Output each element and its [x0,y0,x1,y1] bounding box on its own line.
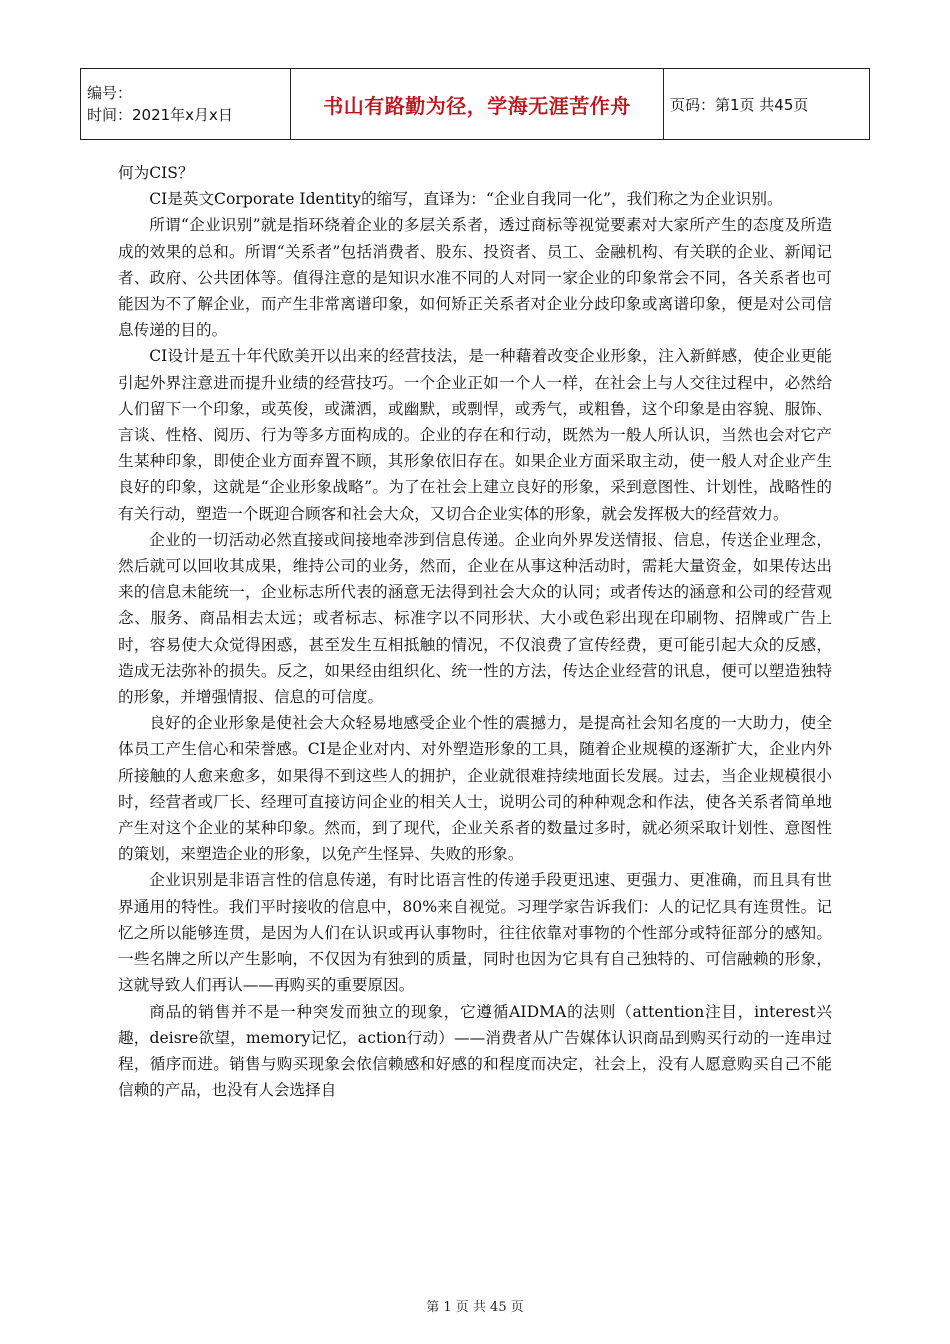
header-page-info: 页码：第1页 共45页 [664,69,870,140]
body-paragraph: 良好的企业形象是使社会大众轻易地感受企业个性的震撼力，是提高社会知名度的一大助力，使全体员工产生信心和荣誉感。CI是企业对内、对外塑造形象的工具，随着企业规模的逐渐扩大，企业内外所接触的人愈来愈多，如果得不到这些人的拥护，企业就很难持续地面长发展。过去，当企业规模很小时，经营者或厂长、经理可直接访问企业的相关人士，说明公司的种种观念和作法，使各关系者简单地产生对这个企业的某种印象。然而，到了现代，企业关系者的数量过多时，就必须采取计划性、意图性的策划，来塑造企业的形象，以免产生怪异、失败的形象。 [118,714,832,864]
body-paragraph: 所谓“企业识别”就是指环绕着企业的多层关系者，透过商标等视觉要素对大家所产生的态度及所造成的效果的总和。所谓“关系者”包括消费者、股东、投资者、员工、金融机构、有关联的企业、新闻记者、政府、公共团体等。值得注意的是知识水准不同的人对同一家企业的印象常会不同，各关系者也可能因为不了解企业，而产生非常离谱印象，如何矫正关系者对企业分歧印象或离谱印象，便是对公司信息传递的目的。 [118,216,832,340]
body-paragraph: CI是英文Corporate Identity的缩写，直译为：“企业自我同一化”，我们称之为企业识别。 [149,190,783,209]
document-number-label: 编号： [87,84,133,102]
body-paragraph: CI设计是五十年代欧美开以出来的经营技法，是一种藉着改变企业形象，注入新鲜感，使企业更能引起外界注意进而提升业绩的经营技巧。一个企业正如一个人一样，在社会上与人交往过程中，必然给人们留下一个印象，或英俊，或潇洒，或幽默，或剽悍，或秀气，或粗鲁，这个印象是由容貌、服饰、言谈、性格、阅历、行为等多方面构成的。企业的存在和行动，既然为一般人所认识，当然也会对它产生某种印象，即使企业方面弃置不顾，其形象依旧存在。如果企业方面采取主动，使一般人对企业产生良好的印象，这就是“企业形象战略”。为了在社会上建立良好的形象，采到意图性、计划性，战略性的有关行动，塑造一个既迎合顾客和社会大众，又切合企业实体的形象，就会发挥极大的经营效力。 [118,347,832,523]
body-paragraph: 企业的一切活动必然直接或间接地牵涉到信息传递。企业向外界发送情报、信息，传送企业理念，然后就可以回收其成果，维持公司的业务，然而，企业在从事这种活动时，需耗大量资金，如果传达出来的信息未能统一，企业标志所代表的涵意无法得到社会大众的认同；或者传达的涵意和公司的经营观念、服务、商品相去太远；或者标志、标准字以不同形状、大小或色彩出现在印刷物、招牌或广告上时，容易使大众觉得困惑，甚至发生互相抵触的情况，不仅浪费了宣传经费，更可能引起大众的反感，造成无法弥补的损失。反之，如果经由组织化、统一性的方法，传达企业经营的讯息，便可以塑造独特的形象，并增强情报、信息的可信度。 [118,530,832,707]
body-paragraph: 企业识别是非语言性的信息传递，有时比语言性的传递手段更迅速、更强力、更准确，而且具有世界通用的特性。我们平时接收的信息中，80%来自视觉。习理学家告诉我们：人的记忆具有连贯性。记忆之所以能够连贯，是因为人们在认识或再认事物时，往往依靠对事物的个性部分或特征部分的感知。一些名牌之所以产生影响，不仅因为有独到的质量，同时也因为它具有自己独特的、可信融赖的形象，这就导致人们再认——再购买的重要原因。 [118,871,832,995]
document-header [80,68,870,140]
header-motto: 书山有路勤为径，学海无涯苦作舟 [291,69,664,140]
page-footer: 第 1 页 共 45 页 [426,1300,524,1315]
document-time-label: 时间：2021年x月x日 [87,106,233,124]
document-body [118,160,832,1103]
header-meta-cell [81,69,291,140]
body-paragraph: 何为CIS？ [118,164,194,182]
body-paragraph: 商品的销售并不是一种突发而独立的现象，它遵循AIDMA的法则（attention注目，interest兴趣，deisre欲望，memory记忆，action行动）——消费者从广告媒体认识商品到购买行动的一连串过程，循序而进。销售与购买现象会依信赖感和好感的和程度而决定，社会上，没有人愿意购买自己不能信赖的产品，也没有人会选择自 [118,1002,832,1100]
